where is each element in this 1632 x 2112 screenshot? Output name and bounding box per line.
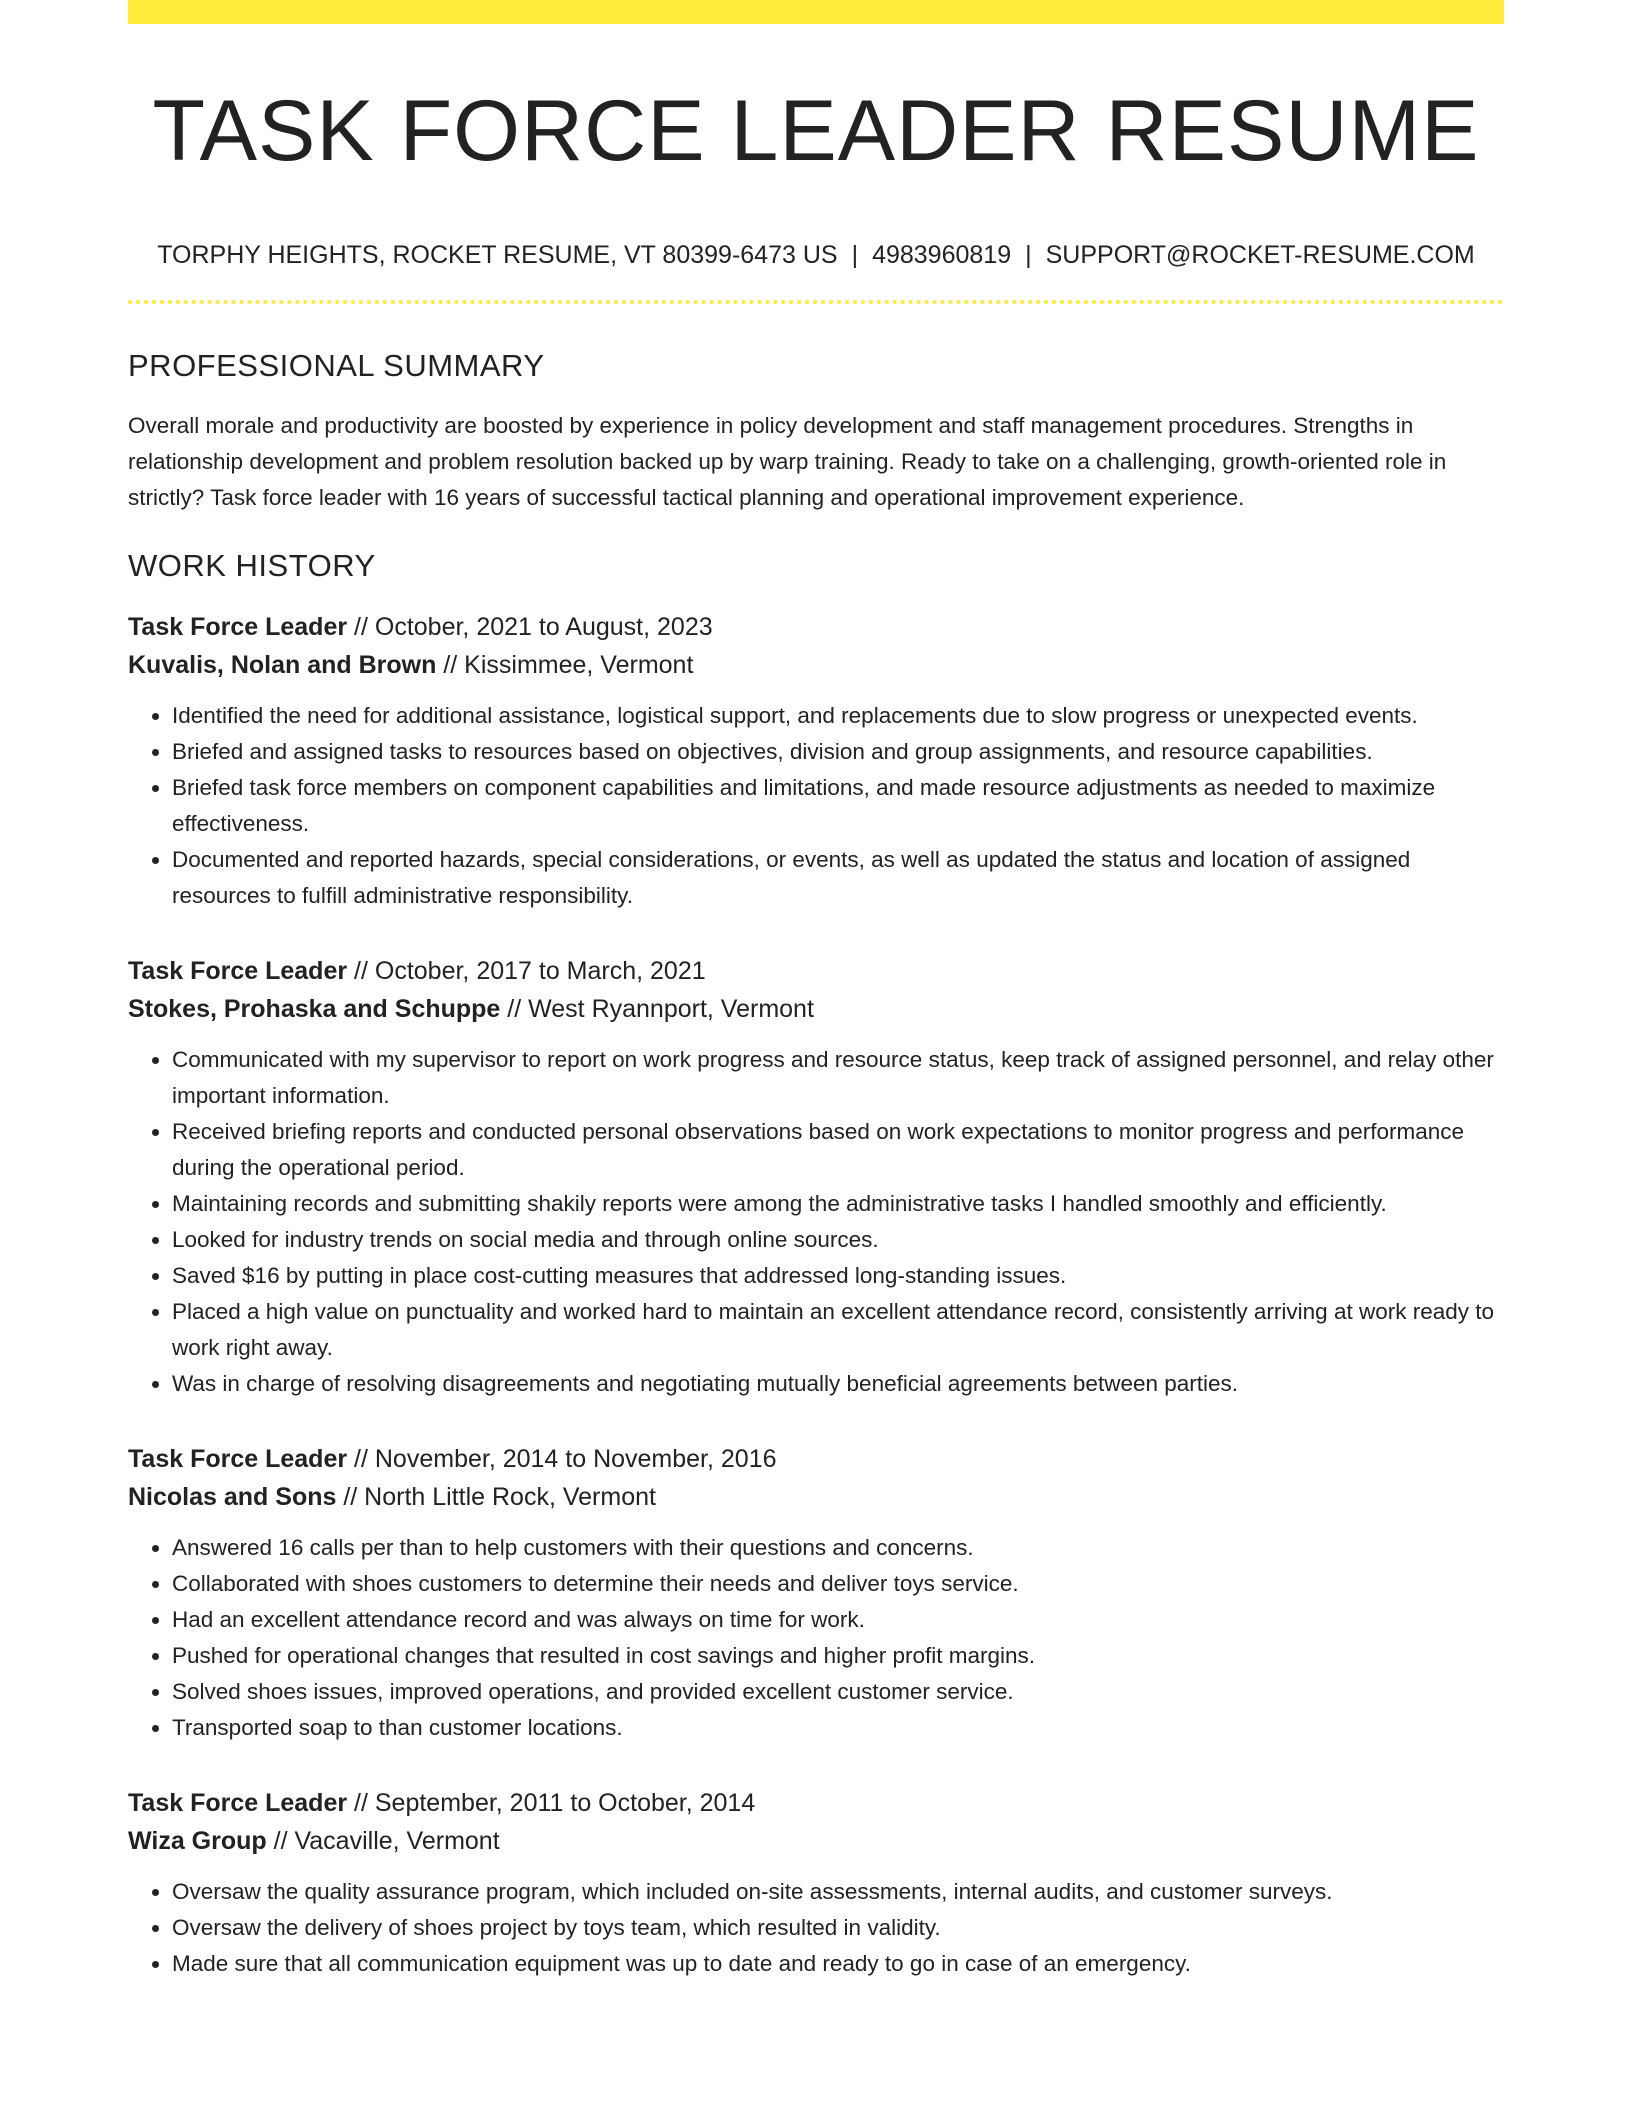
job-title: Task Force Leader [128,612,348,641]
job-bullet: • Solved shoes issues, improved operations, and provided excellent customer service. [172,1674,1504,1710]
contact-separator: | [851,240,859,269]
contact-email[interactable]: SUPPORT@ROCKET-RESUME.COM [1045,240,1475,269]
work-history-heading: WORK HISTORY [128,547,376,583]
job-bullet: • Briefed and assigned tasks to resources based on objectives, division and group assignments, and resource capabilities. [172,734,1504,770]
job-dates: // October, 2017 to March, 2021 [347,956,706,985]
job-bullet: • Pushed for operational changes that resulted in cost savings and higher profit margins. [172,1638,1504,1674]
job-company-line [128,1478,1504,1516]
contact-phone[interactable]: 4983960819 [872,240,1012,269]
contact-address: TORPHY HEIGHTS, ROCKET RESUME, VT 80399-6473 US [157,240,838,269]
job-bullet: • Received briefing reports and conducted personal observations based on work expectations to monitor progress and performance during the operational period. [172,1114,1504,1186]
job-company: Nicolas and Sons [128,1482,337,1511]
job-title: Task Force Leader [128,1788,348,1817]
job-title-line [128,1784,1504,1822]
job-bullet: • Made sure that all communication equipment was up to date and ready to go in case of an emergency. [172,1946,1504,1982]
job-company-line [128,646,1504,684]
dotted-divider [128,300,1504,304]
job-entry [128,952,1504,1402]
job-title-line [128,952,1504,990]
job-title-line [128,608,1504,646]
work-history-list [128,608,1504,1982]
job-bullet: • Had an excellent attendance record and was always on time for work. [172,1602,1504,1638]
job-bullet-list [128,1530,1504,1746]
job-bullet: • Oversaw the delivery of shoes project by toys team, which resulted in validity. [172,1910,1504,1946]
resume-title: TASK FORCE LEADER RESUME [152,83,1480,179]
job-bullet: • Collaborated with shoes customers to determine their needs and deliver toys service. [172,1566,1504,1602]
job-dates: // September, 2011 to October, 2014 [347,1788,756,1817]
job-dates: // October, 2021 to August, 2023 [347,612,713,641]
job-dates: // November, 2014 to November, 2016 [347,1444,777,1473]
resume-page [128,0,1504,1982]
job-title: Task Force Leader [128,1444,348,1473]
job-location: // Vacaville, Vermont [266,1826,500,1855]
top-accent-bar [128,0,1504,24]
job-location: // West Ryannport, Vermont [500,994,814,1023]
contact-separator: | [1025,240,1032,269]
job-bullet: • Identified the need for additional assistance, logistical support, and replacements due to slow progress or unexpected events. [172,698,1504,734]
contact-line [128,241,1504,270]
job-entry [128,1440,1504,1746]
job-bullet: • Transported soap to than customer locations. [172,1710,1504,1746]
job-entry [128,608,1504,914]
summary-text: Overall morale and productivity are boosted by experience in policy development and staff management procedures. Strengths in relationship development and problem resolution backed up by warp training. Ready to take on a challenging, growth-oriented role in strictly? Task force leader with 16 years of successful tactical planning and operational improvement experience. [128,412,1447,510]
job-bullet: • Looked for industry trends on social media and through online sources. [172,1222,1504,1258]
job-bullet: • Maintaining records and submitting shakily reports were among the administrative tasks I handled smoothly and efficiently. [172,1186,1504,1222]
job-bullet-list [128,698,1504,914]
job-bullet-list [128,1874,1504,1982]
job-bullet: • Was in charge of resolving disagreements and negotiating mutually beneficial agreements between parties. [172,1366,1504,1402]
job-entry [128,1784,1504,1982]
job-bullet-list [128,1042,1504,1402]
job-company: Stokes, Prohaska and Schuppe [128,994,501,1023]
job-bullet: • Oversaw the quality assurance program, which included on-site assessments, internal audits, and customer surveys. [172,1874,1504,1910]
job-bullet: • Documented and reported hazards, special considerations, or events, as well as updated the status and location of assigned resources to fulfill administrative responsibility. [172,842,1504,914]
job-bullet: • Answered 16 calls per than to help customers with their questions and concerns. [172,1530,1504,1566]
job-bullet: • Communicated with my supervisor to report on work progress and resource status, keep track of assigned personnel, and relay other important information. [172,1042,1504,1114]
job-title-line [128,1440,1504,1478]
job-bullet: • Saved $16 by putting in place cost-cutting measures that addressed long-standing issues. [172,1258,1504,1294]
job-location: // North Little Rock, Vermont [336,1482,656,1511]
job-company-line [128,990,1504,1028]
job-location: // Kissimmee, Vermont [436,650,694,679]
summary-heading: PROFESSIONAL SUMMARY [128,347,545,383]
job-title: Task Force Leader [128,956,348,985]
job-bullet: • Placed a high value on punctuality and worked hard to maintain an excellent attendance record, consistently arriving at work ready to work right away. [172,1294,1504,1366]
job-bullet: • Briefed task force members on component capabilities and limitations, and made resource adjustments as needed to maximize effectiveness. [172,770,1504,842]
job-company-line [128,1822,1504,1860]
job-company: Wiza Group [128,1826,267,1855]
job-company: Kuvalis, Nolan and Brown [128,650,437,679]
